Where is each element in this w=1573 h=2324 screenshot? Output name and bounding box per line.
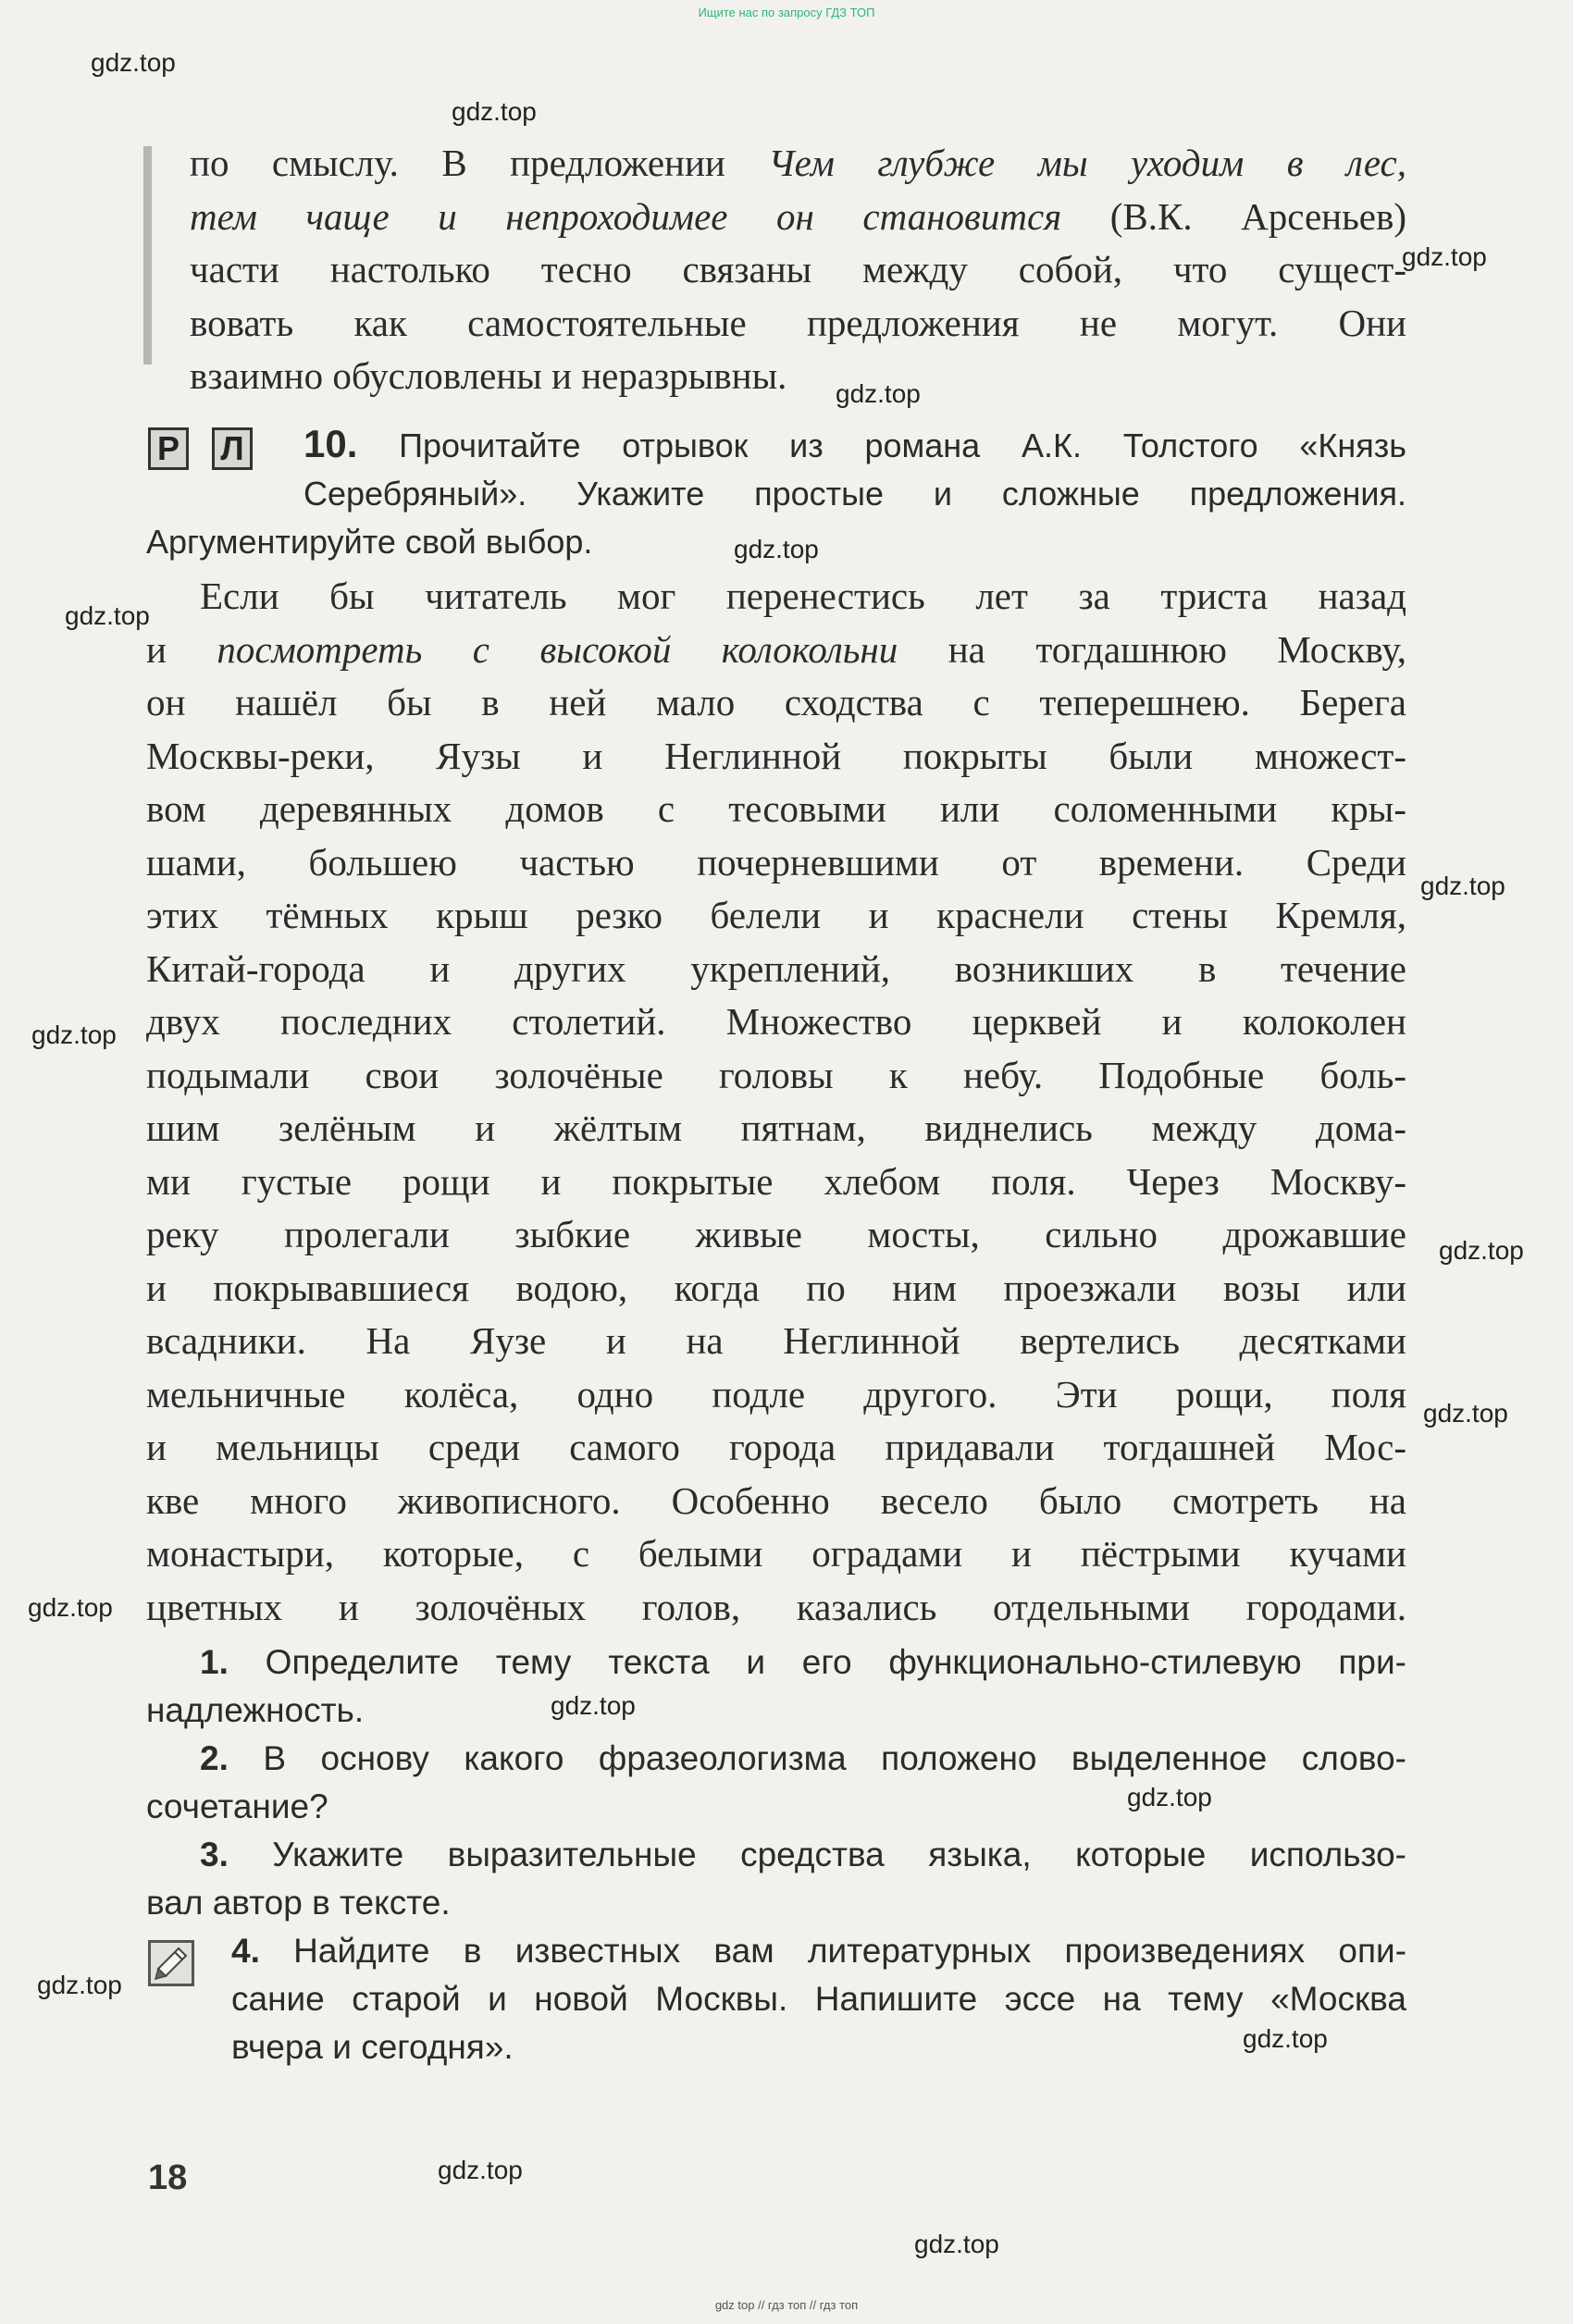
text-line: и посмотреть с высокой колокольни на тогдашнюю Москву, [146, 627, 1406, 671]
text-line: реку пролегали зыбкие живые мосты, сильно дрожавшие [146, 1213, 1406, 1255]
watermark: gdz.top [734, 535, 819, 563]
text-line: сочетание? [146, 1787, 328, 1825]
question-item [146, 1735, 1406, 1831]
passage [146, 570, 1406, 1634]
text-line: 3. Укажите выразительные средства языка, которые использо- [200, 1836, 1407, 1873]
watermark: gdz.top [1420, 872, 1505, 900]
text-line: ми густые рощи и покрытые хлебом поля. Через Москву- [146, 1159, 1406, 1203]
text-line: по смыслу. В предложении Чем глубже мы уходим в лес, [190, 142, 1406, 184]
intro-paragraph [190, 137, 1406, 403]
page-number: 18 [148, 2158, 188, 2197]
pencil-icon [148, 1940, 194, 1986]
watermark: gdz.top [1127, 1783, 1212, 1811]
watermark: gdz.top [91, 48, 176, 77]
text-line: цветных и золочёных голов, казались отдельными городами. [146, 1585, 1406, 1628]
watermark: gdz.top [1439, 1236, 1524, 1265]
watermark: gdz.top [1423, 1399, 1508, 1428]
watermark: gdz.top [551, 1691, 636, 1720]
text-line: 10. Прочитайте отрывок из романа А.К. Толстого «Князь [303, 422, 1406, 465]
text-line: монастыри, которые, с белыми оградами и пёстрыми кучами [146, 1532, 1406, 1575]
text-line: Серебряный». Укажите простые и сложные предложения. [303, 475, 1406, 513]
top-note: Ищите нас по запросу ГДЗ ТОП [698, 6, 875, 19]
question-item [146, 1638, 1406, 1735]
watermark: gdz.top [452, 97, 537, 126]
task-heading [146, 420, 1406, 566]
text-line: взаимно обусловлены и неразрывны. [190, 354, 787, 397]
sidebar-marker [143, 146, 152, 365]
text-line: Москвы-реки, Яузы и Неглинной покрыты были множест- [146, 734, 1406, 777]
text-line: двух последних столетий. Множество церквей и колоколен [146, 1000, 1406, 1043]
text-line: вовать как самостоятельные предложения не могут. Они [190, 301, 1406, 344]
watermark: gdz.top [1243, 2024, 1328, 2053]
watermark: gdz.top [37, 1971, 122, 1999]
watermark: gdz.top [31, 1020, 117, 1049]
watermark: gdz.top [28, 1593, 113, 1622]
text-line: вом деревянных домов с тесовыми или соломенными кры- [146, 787, 1406, 830]
text-line: Китай-города и других укреплений, возникших в течение [146, 946, 1406, 990]
text-line: шим зелёным и жёлтым пятнам, виднелись между дома- [146, 1106, 1406, 1149]
pencil-icon-graphic [151, 1943, 192, 1984]
text-line: Аргументируйте свой выбор. [146, 523, 593, 561]
watermark: gdz.top [836, 379, 921, 408]
questions-list [146, 1638, 1406, 2071]
text-line: 2. В основу какого фразеологизма положено выделенное слово- [200, 1739, 1407, 1777]
text-line: мельничные колёса, одно подле другого. Эти рощи, поля [146, 1372, 1406, 1415]
text-line: вчера и сегодня». [231, 2028, 514, 2066]
watermark: gdz.top [438, 2156, 523, 2184]
text-line: шами, большею частью почерневшими от времени. Среди [146, 840, 1406, 884]
watermark: gdz.top [1402, 242, 1487, 271]
text-line: 1. Определите тему текста и его функционально-стилевую при- [200, 1643, 1407, 1681]
footer-note: gdz top // гдз топ // гдз топ [714, 2298, 859, 2312]
watermark: gdz.top [914, 2230, 999, 2258]
text-line: тем чаще и непроходимее он становится (В.К. Арсеньев) [190, 194, 1407, 238]
text-line: части настолько тесно связаны между собой, что сущест- [190, 248, 1406, 290]
task-number: 10. [303, 422, 358, 465]
text-line: кве много живописного. Особенно весело было смотреть на [146, 1478, 1406, 1522]
text-line: этих тёмных крыш резко белели и краснели стены Кремля, [146, 894, 1406, 936]
text-line: вал автор в тексте. [146, 1884, 451, 1922]
badge-r: Р [148, 427, 189, 470]
text-line: подымали свои золочёные головы к небу. Подобные боль- [146, 1053, 1406, 1096]
text-line: он нашёл бы в ней мало сходства с теперешнею. Берега [146, 681, 1406, 723]
question-item [146, 1927, 1406, 2071]
text-line: всадники. На Яузе и на Неглинной вертелись десятками [146, 1319, 1406, 1362]
highlighted-phrase: посмотреть с высокой колокольни [217, 627, 898, 671]
text-line: Если бы читатель мог перенестись лет за триста назад [200, 575, 1406, 617]
text-line: и мельницы среди самого города придавали тогдашней Мос- [146, 1426, 1406, 1468]
watermark: gdz.top [65, 601, 150, 630]
text-line: надлежность. [146, 1691, 365, 1729]
text-line: и покрывавшиеся водою, когда по ним проезжали возы или [146, 1266, 1406, 1309]
text-line: сание старой и новой Москвы. Напишите эссе на тему «Москва [231, 1980, 1406, 2018]
question-item [146, 1831, 1406, 1927]
text-line: 4. Найдите в известных вам литературных произведениях опи- [231, 1932, 1407, 1970]
badge-l: Л [212, 427, 253, 470]
